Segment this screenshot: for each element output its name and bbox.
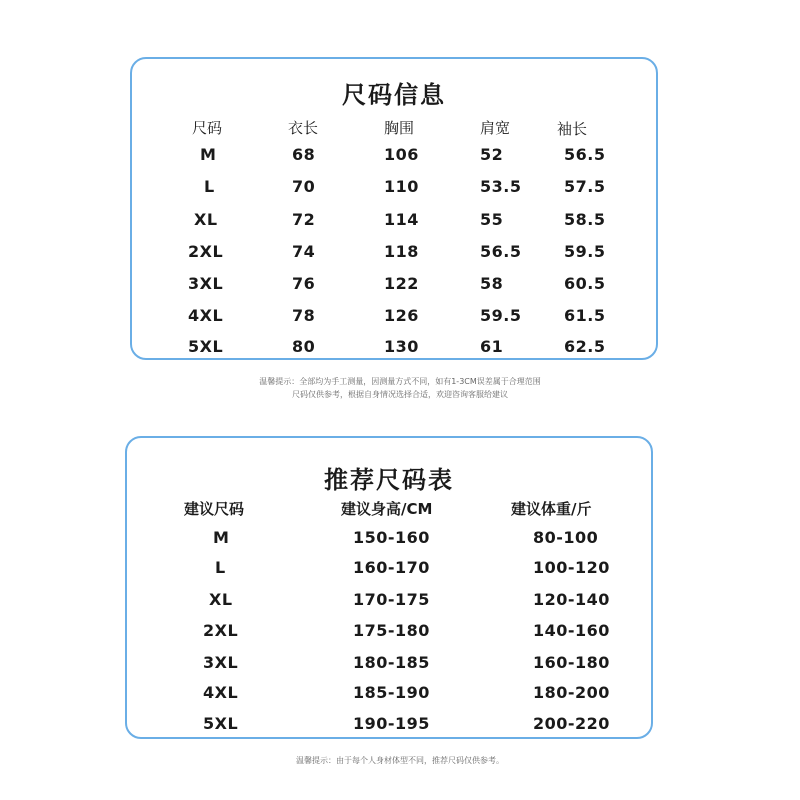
header-rec-weight: 建议体重/斤 — [511, 500, 592, 518]
size-cell-length: 76 — [292, 274, 316, 293]
header-rec-size: 建议尺码 — [184, 500, 245, 518]
recommend-cell-weight: 100-120 — [533, 558, 610, 577]
recommend-note-line1: 温馨提示：由于每个人身材体型不同，推荐尺码仅供参考。 — [296, 756, 504, 765]
size-cell-chest: 126 — [384, 306, 419, 325]
recommend-cell-size: 3XL — [203, 653, 239, 672]
size-cell-shoulder: 58 — [480, 274, 504, 293]
size-note-line1: 温馨提示：全部均为手工测量，因测量方式不同，如有1-3CM误差属于合理范围 — [259, 377, 541, 386]
size-cell-sleeve: 59.5 — [564, 242, 606, 261]
size-cell-length: 72 — [292, 210, 316, 229]
size-cell-shoulder: 52 — [480, 145, 504, 164]
size-cell-sleeve: 57.5 — [564, 177, 606, 196]
recommend-cell-size: L — [215, 558, 226, 577]
size-cell-sleeve: 61.5 — [564, 306, 606, 325]
size-cell-length: 80 — [292, 337, 316, 356]
size-cell-shoulder: 55 — [480, 210, 504, 229]
header-sleeve: 袖长 — [557, 120, 588, 138]
size-cell-size: 3XL — [188, 274, 224, 293]
size-cell-size: M — [200, 145, 217, 164]
recommend-title: 推荐尺码表 — [324, 466, 454, 494]
recommend-cell-height: 190-195 — [353, 714, 430, 733]
size-cell-size: 2XL — [188, 242, 224, 261]
size-cell-shoulder: 53.5 — [480, 177, 522, 196]
size-info-title: 尺码信息 — [342, 81, 446, 109]
size-cell-chest: 110 — [384, 177, 419, 196]
recommend-cell-size: M — [213, 528, 230, 547]
size-cell-sleeve: 58.5 — [564, 210, 606, 229]
recommend-cell-weight: 120-140 — [533, 590, 610, 609]
recommend-cell-size: 2XL — [203, 621, 239, 640]
size-cell-size: 4XL — [188, 306, 224, 325]
header-size: 尺码 — [192, 119, 223, 137]
recommend-cell-size: 5XL — [203, 714, 239, 733]
recommend-cell-height: 180-185 — [353, 653, 430, 672]
size-cell-size: XL — [194, 210, 218, 229]
recommend-cell-weight: 140-160 — [533, 621, 610, 640]
header-rec-height: 建议身高/CM — [341, 500, 433, 518]
size-cell-chest: 114 — [384, 210, 419, 229]
size-cell-chest: 122 — [384, 274, 419, 293]
size-cell-length: 78 — [292, 306, 316, 325]
recommend-cell-height: 185-190 — [353, 683, 430, 702]
recommend-cell-weight: 80-100 — [533, 528, 599, 547]
recommend-cell-height: 160-170 — [353, 558, 430, 577]
size-cell-shoulder: 59.5 — [480, 306, 522, 325]
size-cell-sleeve: 62.5 — [564, 337, 606, 356]
size-cell-chest: 130 — [384, 337, 419, 356]
size-cell-length: 70 — [292, 177, 316, 196]
size-cell-length: 74 — [292, 242, 316, 261]
recommend-cell-weight: 180-200 — [533, 683, 610, 702]
recommend-card — [125, 436, 653, 739]
recommend-cell-height: 170-175 — [353, 590, 430, 609]
size-cell-size: 5XL — [188, 337, 224, 356]
size-cell-shoulder: 56.5 — [480, 242, 522, 261]
size-note-line2: 尺码仅供参考，根据自身情况选择合适，欢迎咨询客服给建议 — [292, 390, 508, 399]
recommend-cell-height: 175-180 — [353, 621, 430, 640]
size-cell-sleeve: 60.5 — [564, 274, 606, 293]
size-info-card — [130, 57, 658, 360]
recommend-cell-height: 150-160 — [353, 528, 430, 547]
size-cell-length: 68 — [292, 145, 316, 164]
size-cell-shoulder: 61 — [480, 337, 504, 356]
recommend-cell-weight: 160-180 — [533, 653, 610, 672]
size-cell-chest: 106 — [384, 145, 419, 164]
header-shoulder: 肩宽 — [480, 119, 511, 137]
size-note — [0, 375, 800, 401]
recommend-cell-weight: 200-220 — [533, 714, 610, 733]
recommend-cell-size: XL — [209, 590, 233, 609]
size-cell-chest: 118 — [384, 242, 419, 261]
size-cell-sleeve: 56.5 — [564, 145, 606, 164]
header-length: 衣长 — [288, 119, 319, 137]
recommend-note — [0, 754, 800, 767]
recommend-cell-size: 4XL — [203, 683, 239, 702]
size-cell-size: L — [204, 177, 215, 196]
header-chest: 胸围 — [384, 119, 415, 137]
